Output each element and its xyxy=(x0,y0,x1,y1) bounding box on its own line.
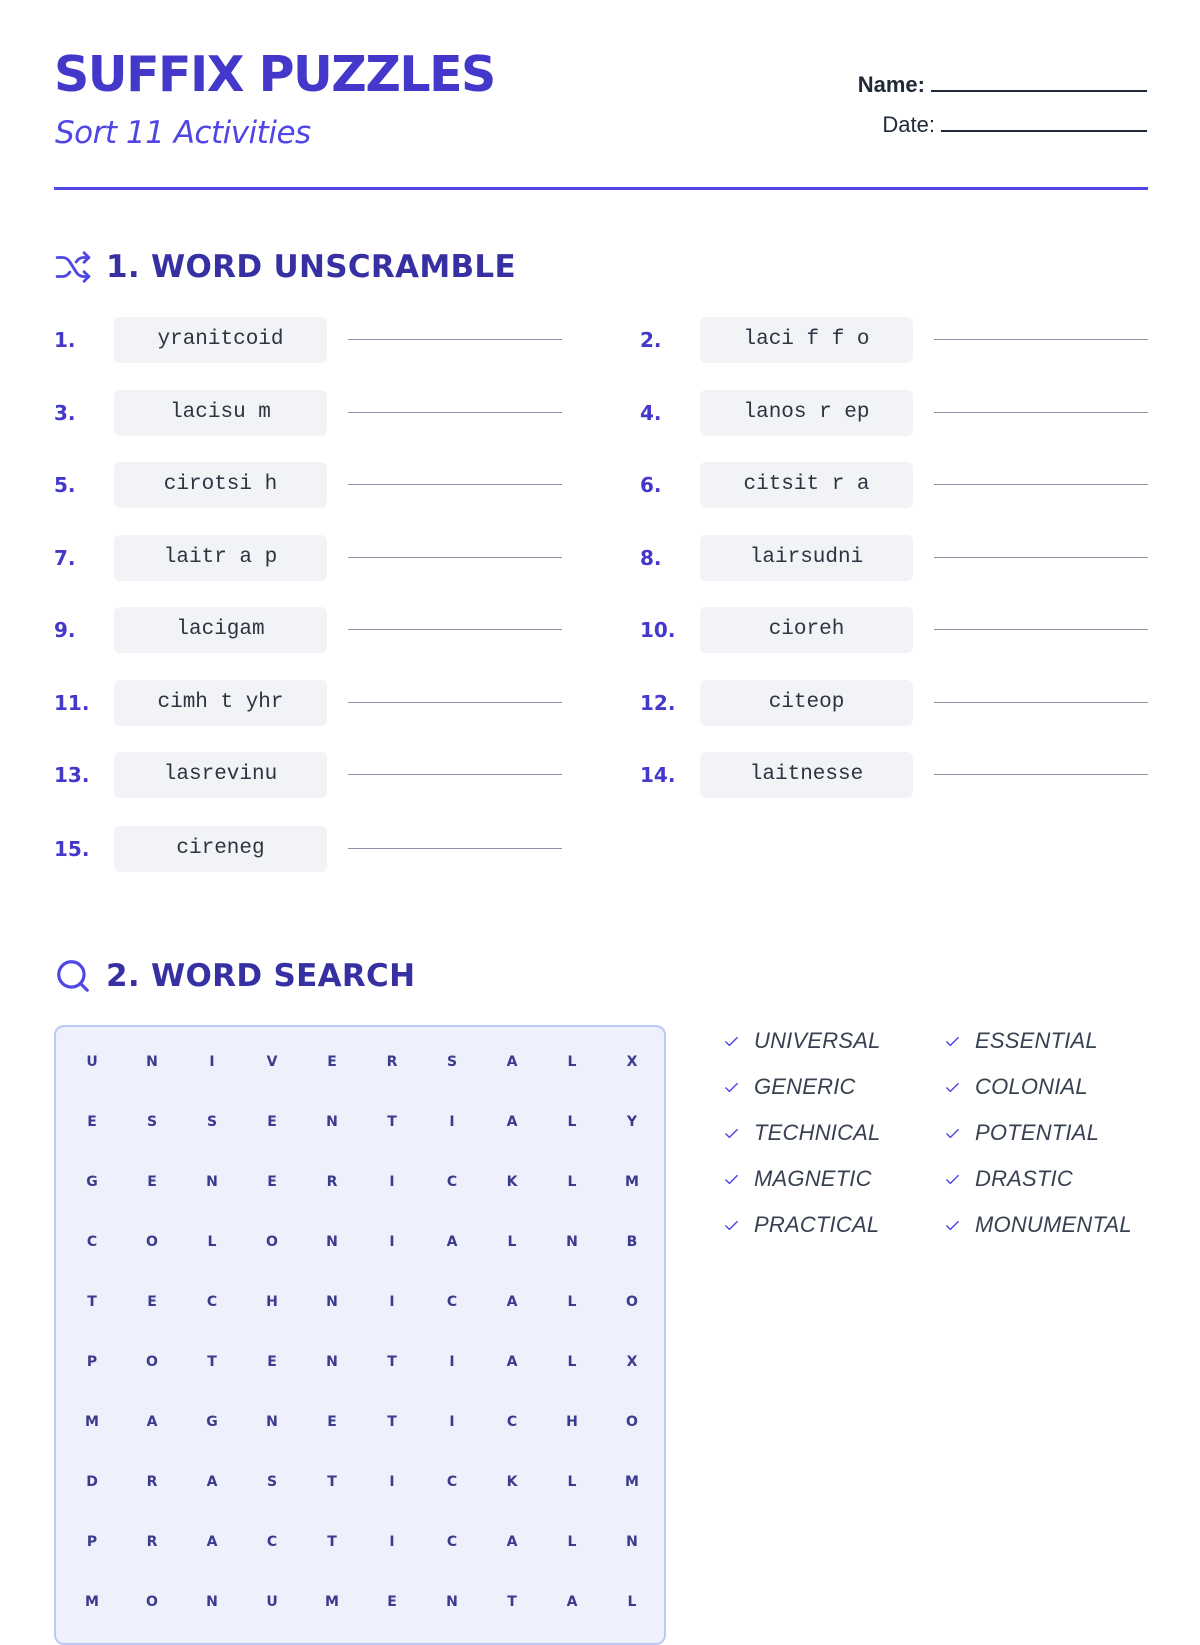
grid-letter[interactable]: T xyxy=(327,1534,337,1550)
answer-line[interactable] xyxy=(348,702,562,703)
grid-letter[interactable]: E xyxy=(267,1174,277,1190)
date-row xyxy=(858,112,1147,152)
grid-letter[interactable]: E xyxy=(267,1354,277,1370)
grid-letter[interactable]: S xyxy=(446,1054,458,1070)
word-bank-item xyxy=(944,1164,1073,1194)
grid-letter[interactable]: N xyxy=(146,1054,158,1070)
unscramble-number: 15. xyxy=(54,837,90,861)
grid-letter[interactable]: K xyxy=(506,1174,518,1190)
scrambled-word: cirotsi h xyxy=(114,462,327,508)
check-icon xyxy=(944,1079,961,1096)
grid-letter[interactable]: A xyxy=(206,1534,218,1550)
grid-letter[interactable]: N xyxy=(446,1594,458,1610)
grid-letter[interactable]: M xyxy=(625,1174,639,1190)
name-label: Name: xyxy=(857,72,925,97)
date-label: Date: xyxy=(882,112,935,137)
grid-letter[interactable]: E xyxy=(327,1054,337,1070)
word-bank-word: TECHNICAL xyxy=(754,1120,881,1145)
word-search-grid xyxy=(54,1025,666,1645)
unscramble-item xyxy=(54,680,614,726)
grid-letter[interactable]: R xyxy=(386,1054,398,1070)
word-bank-word: MONUMENTAL xyxy=(975,1212,1132,1237)
scrambled-word: laci f f o xyxy=(700,317,913,363)
grid-letter[interactable]: L xyxy=(207,1234,217,1250)
word-bank-item xyxy=(723,1118,881,1148)
grid-letter[interactable]: N xyxy=(206,1174,218,1190)
scrambled-word: yranitcoid xyxy=(114,317,327,363)
grid-row xyxy=(56,1534,664,1554)
word-bank-item xyxy=(944,1210,1132,1240)
grid-letter[interactable]: C xyxy=(446,1174,458,1190)
grid-letter[interactable]: H xyxy=(566,1414,578,1430)
unscramble-number: 8. xyxy=(640,546,662,570)
unscramble-item xyxy=(54,462,614,508)
grid-letter[interactable]: M xyxy=(85,1594,99,1610)
grid-letter[interactable]: A xyxy=(506,1534,518,1550)
grid-letter[interactable]: E xyxy=(147,1294,157,1310)
answer-line[interactable] xyxy=(934,774,1148,775)
grid-letter[interactable]: T xyxy=(207,1354,217,1370)
grid-letter[interactable]: V xyxy=(266,1054,278,1070)
grid-letter[interactable]: T xyxy=(87,1294,97,1310)
word-bank-word: UNIVERSAL xyxy=(754,1028,881,1053)
grid-letter[interactable]: N xyxy=(326,1234,338,1250)
grid-letter[interactable]: I xyxy=(389,1534,395,1550)
grid-letter[interactable]: D xyxy=(86,1474,98,1490)
grid-row xyxy=(56,1414,664,1434)
word-bank-word: ESSENTIAL xyxy=(975,1028,1098,1053)
word-bank-item xyxy=(944,1118,1099,1148)
name-row xyxy=(858,72,1147,112)
grid-letter[interactable]: M xyxy=(625,1474,639,1490)
answer-line[interactable] xyxy=(348,339,562,340)
grid-letter[interactable]: U xyxy=(266,1594,278,1610)
grid-letter[interactable]: T xyxy=(387,1414,397,1430)
grid-letter[interactable]: T xyxy=(387,1354,397,1370)
word-bank-item xyxy=(723,1072,856,1102)
grid-letter[interactable]: O xyxy=(146,1234,158,1250)
answer-line[interactable] xyxy=(348,557,562,558)
grid-letter[interactable]: E xyxy=(387,1594,397,1610)
grid-letter[interactable]: Y xyxy=(626,1114,638,1130)
unscramble-number: 4. xyxy=(640,401,662,425)
section-wordsearch-heading xyxy=(54,954,415,998)
word-bank-word: MAGNETIC xyxy=(754,1166,872,1191)
unscramble-number: 2. xyxy=(640,328,662,352)
grid-letter[interactable]: X xyxy=(626,1054,638,1070)
word-bank-word: POTENTIAL xyxy=(975,1120,1100,1145)
check-icon xyxy=(723,1079,740,1096)
grid-letter[interactable]: C xyxy=(206,1294,218,1310)
grid-letter[interactable]: S xyxy=(266,1474,278,1490)
grid-letter[interactable]: I xyxy=(389,1474,395,1490)
grid-letter[interactable]: I xyxy=(449,1114,455,1130)
unscramble-number: 11. xyxy=(54,691,90,715)
grid-letter[interactable]: X xyxy=(626,1354,638,1370)
unscramble-item xyxy=(54,535,614,581)
page-subtitle: Sort 11 Activities xyxy=(55,115,311,151)
section-unscramble-heading xyxy=(54,245,516,289)
unscramble-number: 10. xyxy=(640,618,676,642)
scrambled-word: lairsudni xyxy=(700,535,913,581)
grid-letter[interactable]: C xyxy=(446,1474,458,1490)
grid-row xyxy=(56,1474,664,1494)
unscramble-number: 6. xyxy=(640,473,662,497)
grid-letter[interactable]: L xyxy=(567,1174,577,1190)
word-bank-item xyxy=(723,1026,881,1056)
grid-letter[interactable]: R xyxy=(326,1174,338,1190)
scrambled-word: lacigam xyxy=(114,607,327,653)
grid-letter[interactable]: A xyxy=(206,1474,218,1490)
grid-letter[interactable]: L xyxy=(567,1294,577,1310)
grid-letter[interactable]: N xyxy=(266,1414,278,1430)
grid-letter[interactable]: S xyxy=(206,1114,218,1130)
unscramble-number: 5. xyxy=(54,473,76,497)
grid-letter[interactable]: G xyxy=(86,1174,98,1190)
unscramble-item xyxy=(640,680,1200,726)
grid-letter[interactable]: U xyxy=(86,1054,98,1070)
grid-letter[interactable]: N xyxy=(326,1294,338,1310)
word-bank-word: PRACTICAL xyxy=(754,1212,880,1237)
grid-letter[interactable]: A xyxy=(566,1594,578,1610)
grid-letter[interactable]: A xyxy=(506,1054,518,1070)
unscramble-item xyxy=(640,390,1200,436)
grid-letter[interactable]: C xyxy=(86,1234,98,1250)
word-bank-item xyxy=(944,1026,1098,1056)
answer-line[interactable] xyxy=(348,848,562,849)
grid-letter[interactable]: N xyxy=(566,1234,578,1250)
answer-line[interactable] xyxy=(934,412,1148,413)
unscramble-item xyxy=(54,607,614,653)
scrambled-word: cimh t yhr xyxy=(114,680,327,726)
section-wordsearch-title: 2. WORD SEARCH xyxy=(106,958,416,994)
check-icon xyxy=(944,1125,961,1142)
word-bank-word: COLONIAL xyxy=(975,1074,1088,1099)
grid-letter[interactable]: S xyxy=(146,1114,158,1130)
answer-line[interactable] xyxy=(348,774,562,775)
shuffle-icon xyxy=(54,248,92,286)
grid-letter[interactable]: I xyxy=(389,1234,395,1250)
unscramble-item xyxy=(54,826,614,872)
page-title: SUFFIX PUZZLES xyxy=(54,46,495,103)
answer-line[interactable] xyxy=(934,484,1148,485)
unscramble-item xyxy=(54,752,614,798)
grid-row xyxy=(56,1234,664,1254)
scrambled-word: cioreh xyxy=(700,607,913,653)
unscramble-number: 9. xyxy=(54,618,76,642)
header-divider xyxy=(54,187,1148,190)
grid-letter[interactable]: I xyxy=(449,1414,455,1430)
grid-row xyxy=(56,1594,664,1614)
grid-letter[interactable]: T xyxy=(327,1474,337,1490)
search-icon xyxy=(54,957,92,995)
grid-letter[interactable]: K xyxy=(506,1474,518,1490)
grid-letter[interactable]: A xyxy=(146,1414,158,1430)
answer-line[interactable] xyxy=(934,557,1148,558)
unscramble-number: 12. xyxy=(640,691,676,715)
grid-letter[interactable]: M xyxy=(325,1594,339,1610)
unscramble-item xyxy=(640,752,1200,798)
grid-letter[interactable]: P xyxy=(86,1534,98,1550)
name-blank[interactable] xyxy=(931,74,1147,92)
unscramble-item xyxy=(54,390,614,436)
unscramble-number: 3. xyxy=(54,401,76,425)
unscramble-number: 14. xyxy=(640,763,676,787)
check-icon xyxy=(723,1033,740,1050)
grid-letter[interactable]: A xyxy=(506,1114,518,1130)
grid-letter[interactable]: B xyxy=(626,1234,638,1250)
grid-letter[interactable]: C xyxy=(446,1294,458,1310)
grid-letter[interactable]: N xyxy=(206,1594,218,1610)
check-icon xyxy=(944,1033,961,1050)
grid-letter[interactable]: T xyxy=(507,1594,517,1610)
scrambled-word: cireneg xyxy=(114,826,327,872)
grid-letter[interactable]: L xyxy=(627,1594,637,1610)
grid-letter[interactable]: P xyxy=(86,1354,98,1370)
grid-letter[interactable]: I xyxy=(389,1294,395,1310)
answer-line[interactable] xyxy=(348,412,562,413)
student-info xyxy=(858,72,1147,152)
grid-letter[interactable]: L xyxy=(507,1234,517,1250)
grid-letter[interactable]: N xyxy=(626,1534,638,1550)
scrambled-word: lasrevinu xyxy=(114,752,327,798)
answer-line[interactable] xyxy=(934,629,1148,630)
grid-letter[interactable]: L xyxy=(567,1054,577,1070)
scrambled-word: citsit r a xyxy=(700,462,913,508)
grid-letter[interactable]: O xyxy=(626,1414,638,1430)
grid-letter[interactable]: M xyxy=(85,1414,99,1430)
word-bank-item xyxy=(944,1072,1088,1102)
grid-letter[interactable]: C xyxy=(266,1534,278,1550)
scrambled-word: citeop xyxy=(700,680,913,726)
grid-letter[interactable]: I xyxy=(449,1354,455,1370)
answer-line[interactable] xyxy=(934,702,1148,703)
check-icon xyxy=(944,1171,961,1188)
scrambled-word: lacisu m xyxy=(114,390,327,436)
unscramble-number: 7. xyxy=(54,546,76,570)
grid-row xyxy=(56,1294,664,1314)
word-bank-word: DRASTIC xyxy=(975,1166,1073,1191)
grid-letter[interactable]: I xyxy=(389,1174,395,1190)
grid-letter[interactable]: E xyxy=(87,1114,97,1130)
scrambled-word: laitr a p xyxy=(114,535,327,581)
grid-row xyxy=(56,1354,664,1374)
unscramble-item xyxy=(640,535,1200,581)
unscramble-number: 1. xyxy=(54,328,76,352)
grid-letter[interactable]: O xyxy=(146,1594,158,1610)
grid-letter[interactable]: N xyxy=(326,1114,338,1130)
grid-letter[interactable]: L xyxy=(567,1474,577,1490)
word-bank-word: GENERIC xyxy=(754,1074,856,1099)
grid-letter[interactable]: T xyxy=(387,1114,397,1130)
grid-row xyxy=(56,1114,664,1134)
unscramble-item xyxy=(640,607,1200,653)
unscramble-item xyxy=(640,317,1200,363)
grid-letter[interactable]: E xyxy=(147,1174,157,1190)
grid-letter[interactable]: H xyxy=(266,1294,278,1310)
unscramble-item xyxy=(640,462,1200,508)
grid-letter[interactable]: L xyxy=(567,1354,577,1370)
grid-letter[interactable]: C xyxy=(446,1534,458,1550)
grid-letter[interactable]: N xyxy=(326,1354,338,1370)
grid-letter[interactable]: E xyxy=(327,1414,337,1430)
scrambled-word: laitnesse xyxy=(700,752,913,798)
grid-row xyxy=(56,1174,664,1194)
grid-letter[interactable]: A xyxy=(446,1234,458,1250)
word-bank-item xyxy=(723,1164,872,1194)
grid-letter[interactable]: L xyxy=(567,1534,577,1550)
grid-letter[interactable]: R xyxy=(146,1534,158,1550)
grid-letter[interactable]: A xyxy=(506,1354,518,1370)
scrambled-word: lanos r ep xyxy=(700,390,913,436)
section-unscramble-title: 1. WORD UNSCRAMBLE xyxy=(106,249,516,285)
grid-letter[interactable]: A xyxy=(506,1294,518,1310)
grid-letter[interactable]: O xyxy=(146,1354,158,1370)
word-bank-item xyxy=(723,1210,879,1240)
answer-line[interactable] xyxy=(934,339,1148,340)
grid-letter[interactable]: L xyxy=(567,1114,577,1130)
check-icon xyxy=(723,1125,740,1142)
answer-line[interactable] xyxy=(348,629,562,630)
grid-letter[interactable]: E xyxy=(267,1114,277,1130)
unscramble-item xyxy=(54,317,614,363)
grid-letter[interactable]: R xyxy=(146,1474,158,1490)
check-icon xyxy=(723,1217,740,1234)
grid-letter[interactable]: I xyxy=(209,1054,215,1070)
date-blank[interactable] xyxy=(941,114,1147,132)
grid-letter[interactable]: C xyxy=(506,1414,518,1430)
grid-letter[interactable]: O xyxy=(266,1234,278,1250)
grid-letter[interactable]: G xyxy=(206,1414,218,1430)
answer-line[interactable] xyxy=(348,484,562,485)
grid-letter[interactable]: O xyxy=(626,1294,638,1310)
unscramble-number: 13. xyxy=(54,763,90,787)
grid-row xyxy=(56,1054,664,1074)
check-icon xyxy=(944,1217,961,1234)
check-icon xyxy=(723,1171,740,1188)
